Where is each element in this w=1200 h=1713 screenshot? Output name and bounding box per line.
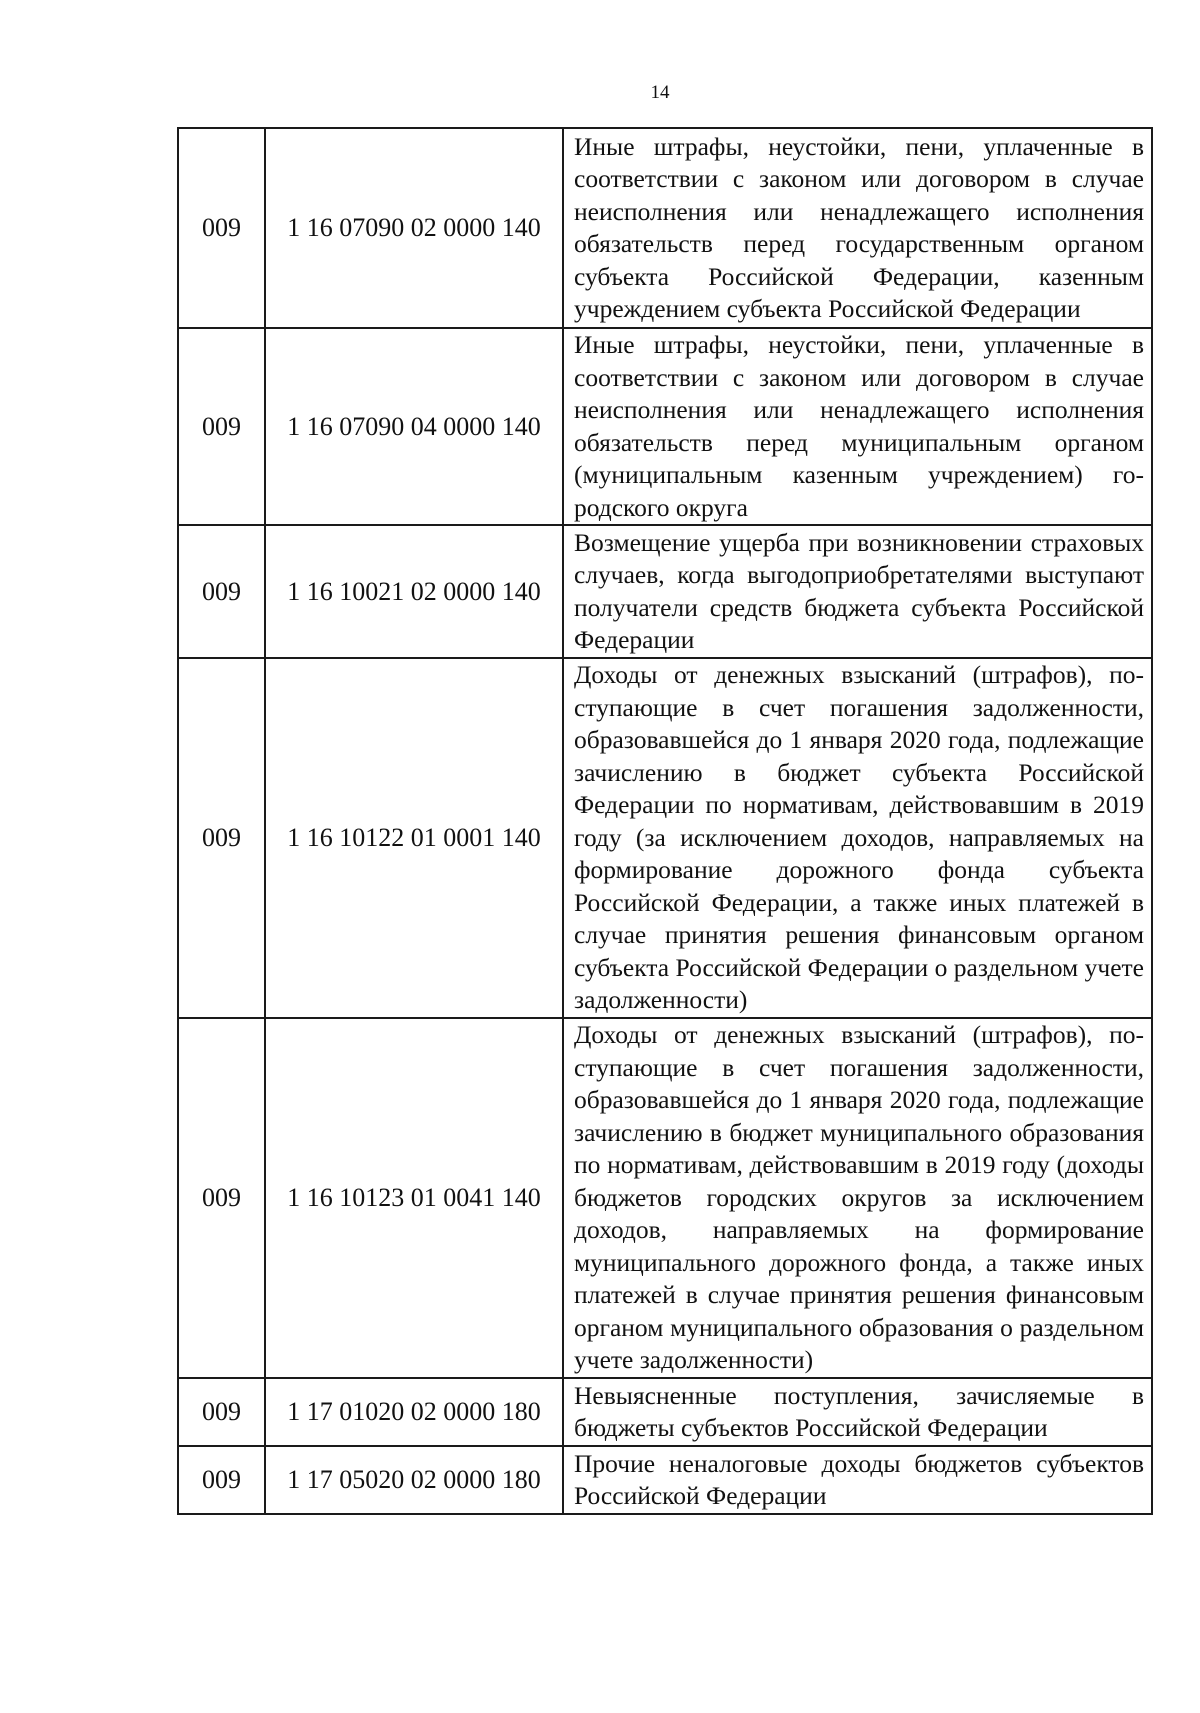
description-cell — [563, 1378, 1152, 1446]
budget-code-cell: 1 16 07090 04 0000 140 — [265, 328, 563, 525]
description-text: Невыясненные поступления, зачисляемые в бюджеты субъектов Российской Федерации — [574, 1380, 1144, 1442]
description-cell — [563, 1446, 1152, 1514]
budget-code-cell: 1 16 10122 01 0001 140 — [265, 658, 563, 1018]
table-row — [178, 525, 1152, 658]
table-row — [178, 1018, 1152, 1378]
description-cell — [563, 1018, 1152, 1378]
table-row — [178, 128, 1152, 328]
description-text: Иные штрафы, неустойки, пени, уплаченные в соответствии с законом или договором в случае неисполнения или ненадлежащего исполнения обязательств перед государственным органом субъекта Российской Федерации, казенным учреждением субъекта Российской Федерации — [574, 131, 1144, 323]
budget-code-cell: 1 17 05020 02 0000 180 — [265, 1446, 563, 1514]
admin-code-cell: 009 — [178, 1018, 265, 1378]
table-row — [178, 1378, 1152, 1446]
admin-code-cell: 009 — [178, 658, 265, 1018]
admin-code-cell: 009 — [178, 328, 265, 525]
admin-code-cell: 009 — [178, 525, 265, 658]
table-row — [178, 328, 1152, 525]
budget-code-cell: 1 17 01020 02 0000 180 — [265, 1378, 563, 1446]
budget-code-cell: 1 16 10021 02 0000 140 — [265, 525, 563, 658]
budget-code-cell: 1 16 10123 01 0041 140 — [265, 1018, 563, 1378]
table-row — [178, 1446, 1152, 1514]
admin-code-cell: 009 — [178, 1446, 265, 1514]
description-cell — [563, 328, 1152, 525]
description-cell — [563, 128, 1152, 328]
revenue-codes-table — [177, 127, 1153, 1515]
admin-code-cell: 009 — [178, 128, 265, 328]
description-text: Доходы от денежных взысканий (штрафов), поступающие в счет погашения задолженности, образовавшейся до 1 января 2020 года, подлежащие зачислению в бюджет субъекта Российской Федерации по нормативам, действовавшим в 2019 году (за исключением доходов, направляемых на формирование дорожного фонда субъекта Российской Федерации, а также иных платежей в случае принятия решения финансовым органом субъекта Российской Федерации о раздельном учете задолженности) — [574, 660, 1144, 1015]
description-cell — [563, 658, 1152, 1018]
description-cell — [563, 525, 1152, 658]
description-text: Прочие неналоговые доходы бюджетов субъектов Российской Федерации — [574, 1448, 1144, 1510]
description-text: Возмещение ущерба при возникновении страховых случаев, когда выгодоприобретателями выступают получатели средств бюджета субъекта Российской Федерации — [574, 527, 1144, 654]
budget-code-cell: 1 16 07090 02 0000 140 — [265, 128, 563, 328]
table-row — [178, 658, 1152, 1018]
description-text: Иные штрафы, неустойки, пени, уплаченные в соответствии с законом или договором в случае неисполнения или ненадлежащего исполнения обязательств перед муниципальным органом (муниципальным казенным учреждением) городского округа — [574, 330, 1144, 522]
admin-code-cell: 009 — [178, 1378, 265, 1446]
description-text: Доходы от денежных взысканий (штрафов), поступающие в счет погашения задолженности, образовавшейся до 1 января 2020 года, подлежащие зачислению в бюджет муниципального образования по нормативам, действовавшим в 2019 году (доходы бюджетов городских округов за исключением доходов, направляемых на формирование муниципального дорожного фонда, а также иных платежей в случае принятия решения финансовым органом муниципального образования о раздельном учете задолженности) — [574, 1020, 1144, 1375]
page-number: 14 — [650, 82, 670, 103]
